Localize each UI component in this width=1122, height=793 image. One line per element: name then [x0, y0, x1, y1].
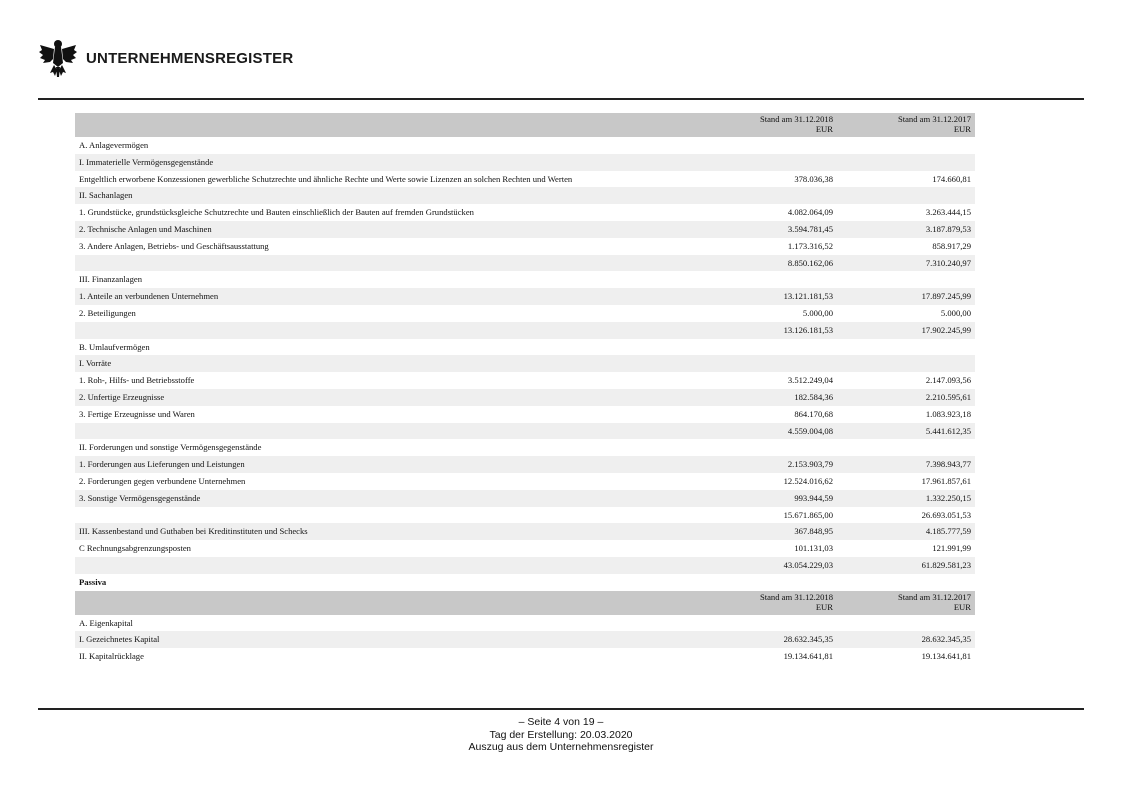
value-2018: 13.126.181,53	[705, 322, 837, 339]
row-label: A. Anlagevermögen	[79, 140, 149, 151]
row-label: 3. Fertige Erzeugnisse und Waren	[79, 408, 195, 419]
value-2018: 43.054.229,03	[705, 557, 837, 574]
value-2017: 28.632.345,35	[837, 631, 975, 648]
row-label: 2. Forderungen gegen verbundene Unternehmen	[79, 476, 246, 487]
value-2018: 15.671.865,00	[783, 509, 833, 520]
value-2018: 19.134.641,81	[783, 651, 833, 662]
passiva-header-col-2017-line1: Stand am 31.12.2017	[897, 591, 971, 602]
row-label: 1. Forderungen aus Lieferungen und Leistungen	[75, 456, 705, 473]
table-row	[75, 648, 975, 665]
value-2017: 19.134.641,81	[921, 651, 971, 662]
table-row	[75, 339, 975, 356]
value-2018	[705, 339, 837, 356]
table-row	[75, 631, 975, 648]
value-2018: 5.000,00	[802, 308, 833, 319]
row-label: Entgeltlich erworbene Konzessionen gewerbliche Schutzrechte und ähnliche Rechte und Werte sowie Lizenzen an solchen Rechten und Werten	[79, 173, 573, 184]
value-2018: 182.584,36	[705, 389, 837, 406]
value-2017: 3.263.444,15	[925, 207, 971, 218]
value-2017: 17.961.857,61	[921, 476, 971, 487]
header-col-2017-line1: Stand am 31.12.2017	[897, 114, 971, 125]
value-2018: 101.131,03	[794, 543, 833, 554]
row-label	[75, 255, 705, 272]
value-2017: 4.185.777,59	[837, 523, 975, 540]
value-2018: 13.121.181,53	[705, 288, 837, 305]
row-label	[75, 423, 705, 440]
row-label: I. Vorräte	[75, 355, 705, 372]
passiva-header-col-2018-line1: Stand am 31.12.2018	[759, 591, 833, 602]
value-2017: 1.083.923,18	[925, 408, 971, 419]
value-2018: 1.173.316,52	[787, 240, 833, 251]
page-footer	[0, 716, 1122, 754]
value-2018: 3.594.781,45	[705, 221, 837, 238]
value-2018	[705, 615, 837, 632]
value-2017	[837, 339, 975, 356]
value-2017	[837, 137, 975, 154]
value-2018: 864.170,68	[794, 408, 833, 419]
footer-divider	[38, 708, 1084, 710]
table-row	[75, 271, 975, 288]
value-2018	[705, 154, 837, 171]
value-2017: 2.210.595,61	[837, 389, 975, 406]
value-2017: 17.902.245,99	[837, 322, 975, 339]
value-2017	[837, 271, 975, 288]
value-2018: 28.632.345,35	[705, 631, 837, 648]
table-row	[75, 507, 975, 524]
header-divider	[38, 98, 1084, 100]
row-label: B. Umlaufvermögen	[79, 341, 150, 352]
header-label-cell	[75, 591, 705, 615]
table-row	[75, 355, 975, 372]
passiva-header-row	[75, 591, 975, 615]
value-2018: 993.944,59	[705, 490, 837, 507]
passiva-title-blank	[705, 574, 837, 591]
row-label: 2. Unfertige Erzeugnisse	[75, 389, 705, 406]
header-col-2017	[837, 113, 975, 137]
passiva-title-row	[75, 574, 975, 591]
table-row	[75, 473, 975, 490]
row-label: I. Immaterielle Vermögensgegenstände	[75, 154, 705, 171]
value-2018: 8.850.162,06	[705, 255, 837, 272]
table-row	[75, 490, 975, 507]
table-row	[75, 372, 975, 389]
brand-title: UNTERNEHMENSREGISTER	[86, 49, 294, 67]
header-col-2018-line2: EUR	[815, 124, 833, 134]
row-label: II. Sachanlagen	[75, 187, 705, 204]
value-2018: 2.153.903,79	[705, 456, 837, 473]
value-2017: 858.917,29	[932, 240, 971, 251]
value-2017: 5.000,00	[940, 308, 971, 319]
table-row	[75, 439, 975, 456]
table-row	[75, 557, 975, 574]
table-row	[75, 154, 975, 171]
row-label: 1. Grundstücke, grundstücksgleiche Schutzrechte und Bauten einschließlich der Bauten auf fremden Grundstücken	[79, 207, 474, 218]
value-2017: 17.897.245,99	[837, 288, 975, 305]
value-2017	[837, 154, 975, 171]
value-2017: 2.147.093,56	[925, 375, 971, 386]
row-label: 1. Anteile an verbundenen Unternehmen	[75, 288, 705, 305]
table-row	[75, 204, 975, 221]
row-label: III. Finanzanlagen	[79, 274, 142, 285]
passiva-header-col-2017	[837, 591, 975, 615]
value-2017	[837, 615, 975, 632]
value-2017: 26.693.051,53	[921, 509, 971, 520]
table-header-row	[75, 113, 975, 137]
passiva-header-col-2017-line2: EUR	[953, 601, 971, 612]
row-label	[75, 507, 705, 524]
table-row	[75, 615, 975, 632]
value-2017	[837, 439, 975, 456]
value-2018: 3.512.249,04	[787, 375, 833, 386]
value-2018	[705, 355, 837, 372]
table-row	[75, 523, 975, 540]
table-row	[75, 322, 975, 339]
row-label: 3. Andere Anlagen, Betriebs- und Geschäftsausstattung	[79, 240, 269, 251]
source-note: Auszug aus dem Unternehmensregister	[468, 741, 654, 753]
row-label: 2. Beteiligungen	[79, 308, 136, 319]
header-col-2018-line1: Stand am 31.12.2018	[759, 114, 833, 125]
passiva-header-col-2018-line2: EUR	[815, 601, 833, 612]
table-row	[75, 238, 975, 255]
table-row	[75, 389, 975, 406]
value-2018: 4.082.064,09	[787, 207, 833, 218]
value-2017: 3.187.879,53	[837, 221, 975, 238]
value-2018: 12.524.016,62	[783, 476, 833, 487]
row-label: C Rechnungsabgrenzungsposten	[79, 543, 191, 554]
passiva-title-blank	[837, 574, 975, 591]
table-row	[75, 137, 975, 154]
row-label: III. Kassenbestand und Guthaben bei Kreditinstituten und Schecks	[75, 523, 705, 540]
value-2017: 1.332.250,15	[837, 490, 975, 507]
table-row	[75, 305, 975, 322]
row-label: 1. Roh-, Hilfs- und Betriebsstoffe	[79, 375, 195, 386]
row-label: II. Forderungen und sonstige Vermögensgegenstände	[79, 442, 262, 453]
table-row	[75, 406, 975, 423]
header-col-2017-line2: EUR	[953, 124, 971, 134]
value-2017: 7.398.943,77	[837, 456, 975, 473]
table-row	[75, 288, 975, 305]
row-label	[75, 322, 705, 339]
aktiva-table	[75, 113, 975, 665]
value-2018	[705, 439, 837, 456]
value-2018	[705, 137, 837, 154]
table-row	[75, 423, 975, 440]
value-2018: 367.848,95	[705, 523, 837, 540]
table-row	[75, 221, 975, 238]
row-label: 2. Technische Anlagen und Maschinen	[75, 221, 705, 238]
row-label: I. Gezeichnetes Kapital	[75, 631, 705, 648]
table-row	[75, 255, 975, 272]
value-2017: 5.441.612,35	[837, 423, 975, 440]
row-label: A. Eigenkapital	[79, 617, 133, 628]
creation-date: Tag der Erstellung: 20.03.2020	[489, 728, 633, 741]
value-2017: 121.991,99	[932, 543, 971, 554]
row-label	[75, 557, 705, 574]
table-row	[75, 171, 975, 188]
value-2018: 378.036,38	[794, 173, 833, 184]
table-row	[75, 540, 975, 557]
value-2017	[837, 355, 975, 372]
page-number: – Seite 4 von 19 –	[518, 716, 604, 728]
value-2017: 7.310.240,97	[837, 255, 975, 272]
balance-sheet	[75, 113, 975, 665]
federal-eagle-icon	[38, 37, 78, 79]
value-2018	[705, 187, 837, 204]
value-2018: 4.559.004,08	[705, 423, 837, 440]
table-row	[75, 187, 975, 204]
value-2017: 61.829.581,23	[837, 557, 975, 574]
table-row	[75, 456, 975, 473]
passiva-header-col-2018	[705, 591, 837, 615]
passiva-title: Passiva	[79, 576, 107, 587]
value-2017: 174.660,81	[932, 173, 971, 184]
page-header	[38, 36, 293, 80]
row-label: 3. Sonstige Vermögensgegenstände	[75, 490, 705, 507]
value-2018	[705, 271, 837, 288]
row-label: II. Kapitalrücklage	[79, 651, 144, 662]
value-2017	[837, 187, 975, 204]
header-col-2018	[705, 113, 837, 137]
header-label-cell	[75, 113, 705, 137]
